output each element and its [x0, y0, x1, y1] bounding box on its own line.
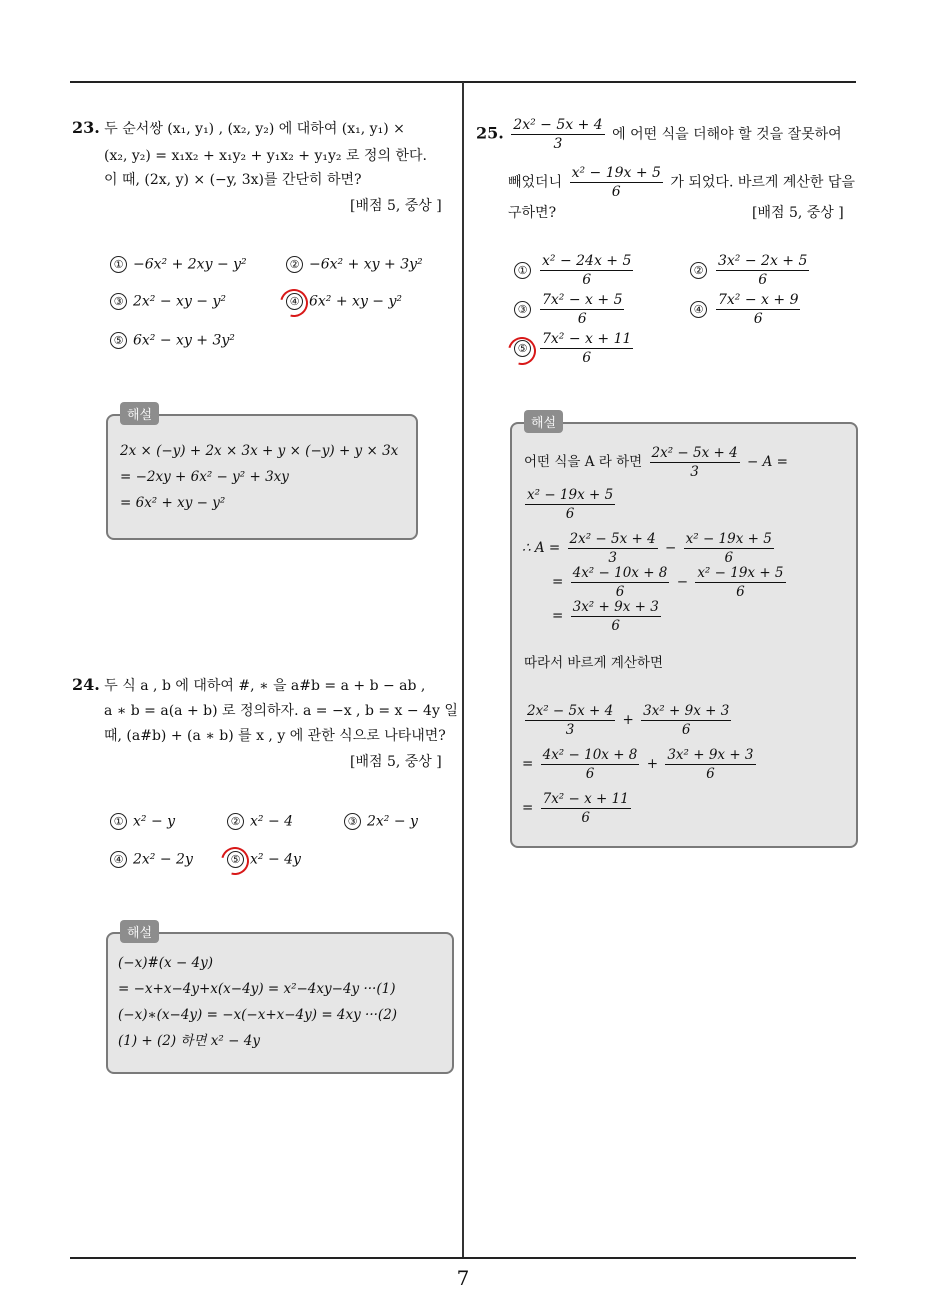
q23-score: [배점 5, 중상 ]: [350, 198, 442, 214]
option-number: ⑤: [514, 340, 531, 357]
option-number: ③: [344, 813, 361, 830]
sol-fraction: $\frac{\text{2x² − 5x + 4}}{3}$: [527, 703, 614, 738]
q24-solution-tag: 해설: [120, 920, 159, 943]
q25-sol-line8: [522, 790, 634, 827]
plus-sign: +: [646, 756, 659, 772]
q24-sol-line2: = −x+x−4y+x(x−4y) = x²−4xy−4y ···(1): [118, 981, 396, 997]
q25-text-3: 구하면?: [508, 205, 557, 221]
q25-sol-line1: [524, 444, 788, 481]
q23-option-2[interactable]: [286, 256, 423, 273]
sol-fraction: $\frac{\text{x² − 19x + 5}}{6}$: [527, 487, 614, 522]
q24-option-1[interactable]: [110, 813, 175, 830]
answer-check-mark: [216, 842, 254, 880]
q23-text-1: 두 순서쌍 (x₁, y₁) , (x₂, y₂) 에 대하여 (x₁, y₁) ×: [104, 121, 405, 137]
equals-sign: =: [522, 800, 534, 816]
option-fraction: $\frac{\text{7x² − x + 11}}{6}$: [542, 331, 632, 366]
q25-sol-line5: [552, 598, 664, 635]
q25-text-1: 에 어떤 식을 더해야 할 것을 잘못하여: [612, 126, 842, 143]
option-number: ⑤: [110, 332, 127, 349]
q25-option-2[interactable]: [690, 252, 812, 289]
sol-fraction: $\frac{\text{4x² − 10x + 8}}{6}$: [572, 565, 668, 600]
q23-text-2: (x₂, y₂) = x₁x₂ + x₁y₂ + y₁x₂ + y₁y₂ 로 정의 한다.: [104, 148, 427, 164]
option-number: ②: [286, 256, 303, 273]
q25-text-2a: 빼었더니: [508, 174, 563, 191]
sol-fraction: $\frac{\text{3x² + 9x + 3}}{6}$: [643, 703, 730, 738]
sol-fraction: $\frac{\text{3x² + 9x + 3}}{6}$: [572, 599, 659, 634]
q24-score: [배점 5, 중상 ]: [350, 754, 442, 770]
option-text: 6x² + xy − y²: [309, 293, 403, 310]
option-text: x² − y: [133, 813, 176, 830]
q25-line2: [508, 164, 855, 201]
option-number: ②: [227, 813, 244, 830]
q25-sol-line7: [522, 746, 759, 783]
q24-text-2: a ∗ b = a(a + b) 로 정의하자. a = −x , b = x − 4y 일: [104, 703, 458, 719]
q24-text-3: 때, (a#b) + (a ∗ b) 를 x , y 에 관한 식으로 나타내면?: [104, 728, 446, 744]
sol-fraction: $\frac{\text{x² − 19x + 5}}{6}$: [697, 565, 784, 600]
q24-text-1: 두 식 a , b 에 대하여 #, ∗ 을 a#b = a + b − ab ,: [104, 678, 426, 694]
option-number: ④: [110, 851, 127, 868]
q24-number: 24.: [72, 675, 100, 694]
q25-option-4[interactable]: [690, 291, 803, 328]
q25-sol-line6: [522, 702, 734, 739]
option-number: ②: [690, 262, 707, 279]
q25-number: 25.: [476, 123, 504, 143]
q25-sol-minus-a: − A =: [747, 454, 788, 470]
option-number: ①: [110, 813, 127, 830]
q25-sol-line2: [522, 486, 618, 523]
q25-text-2b: 가 되었다. 바르게 계산한 답을: [670, 174, 855, 191]
option-fraction: $\frac{\text{7x² − x + 5}}{6}$: [542, 292, 623, 327]
sol-fraction: $\frac{\text{2x² − 5x + 4}}{3}$: [569, 531, 656, 566]
q25-score: [배점 5, 중상 ]: [752, 205, 844, 221]
equals-sign: =: [552, 574, 564, 590]
option-text: 2x² − xy − y²: [133, 293, 227, 310]
q23-sol-line2: = −2xy + 6x² − y² + 3xy: [120, 469, 289, 485]
q23-line1: [72, 115, 405, 142]
option-text: −6x² + xy + 3y²: [309, 256, 423, 273]
q25-sol-intro: 어떤 식을 A 라 하면: [524, 454, 643, 470]
q25-fraction-1: $\frac{\text{2x² − 5x + 4}}{3}$: [513, 117, 603, 152]
sol-fraction: $\frac{\text{3x² + 9x + 3}}{6}$: [667, 747, 754, 782]
q23-option-3[interactable]: [110, 293, 226, 310]
q24-sol-line4: (1) + (2) 하면 x² − 4y: [118, 1033, 260, 1049]
q24-sol-line3: (−x)∗(x−4y) = −x(−x+x−4y) = 4xy ···(2): [118, 1007, 398, 1023]
option-text: −6x² + 2xy − y²: [133, 256, 247, 273]
minus-sign: −: [665, 540, 677, 556]
option-number: ③: [514, 301, 531, 318]
option-text: 2x² − 2y: [133, 851, 193, 868]
q23-option-5[interactable]: [110, 332, 235, 349]
minus-sign: −: [676, 574, 689, 590]
equals-sign: =: [552, 608, 564, 624]
answer-check-mark: [275, 284, 313, 322]
page-number: 7: [456, 1266, 470, 1290]
sol-fraction: $\frac{\text{x² − 19x + 5}}{6}$: [685, 531, 772, 566]
q25-solution-tag: 해설: [524, 410, 563, 433]
bottom-rule: [70, 1257, 856, 1259]
column-divider: [462, 82, 464, 1258]
option-number: ③: [110, 293, 127, 310]
q23-text-3: 이 때, (2x, y) × (−y, 3x)를 간단히 하면?: [104, 172, 362, 188]
q25-option-3[interactable]: [514, 291, 627, 328]
q23-sol-line1: 2x × (−y) + 2x × 3x + y × (−y) + y × 3x: [120, 443, 399, 459]
q25-fraction-2: $\frac{\text{x² − 19x + 5}}{6}$: [571, 165, 661, 200]
sol-fraction: $\frac{\text{4x² − 10x + 8}}{6}$: [542, 747, 638, 782]
option-text: 6x² − xy + 3y²: [133, 332, 235, 349]
equals-sign: =: [522, 756, 534, 772]
sol-fraction: $\frac{\text{2x² − 5x + 4}}{3}$: [651, 445, 738, 480]
q23-sol-line3: = 6x² + xy − y²: [120, 495, 226, 511]
q24-sol-line1: (−x)#(x − 4y): [118, 955, 214, 971]
q25-option-1[interactable]: [514, 252, 636, 289]
option-number: ⑤: [227, 851, 244, 868]
q25-line1: [476, 116, 842, 153]
q24-option-4[interactable]: [110, 851, 193, 868]
q23-option-1[interactable]: [110, 256, 247, 273]
q25-sol-line4: [552, 564, 789, 601]
option-fraction: $\frac{\text{7x² − x + 9}}{6}$: [718, 292, 799, 327]
option-number: ④: [690, 301, 707, 318]
option-fraction: $\frac{\text{x² − 24x + 5}}{6}$: [542, 253, 632, 288]
option-fraction: $\frac{\text{3x² − 2x + 5}}{6}$: [718, 253, 808, 288]
q24-line1: [72, 672, 425, 699]
therefore-a: ∴ A =: [522, 540, 561, 556]
option-number: ①: [514, 262, 531, 279]
plus-sign: +: [622, 712, 634, 728]
option-number: ①: [110, 256, 127, 273]
option-text: x² − 4: [250, 813, 294, 830]
q25-sol-line3: [522, 530, 777, 567]
q24-option-3[interactable]: [344, 813, 418, 830]
q24-option-2[interactable]: [227, 813, 293, 830]
q23-solution-tag: 해설: [120, 402, 159, 425]
option-text: 2x² − y: [367, 813, 418, 830]
q25-sol-mid: 따라서 바르게 계산하면: [524, 655, 663, 671]
sol-fraction: $\frac{\text{7x² − x + 11}}{6}$: [542, 791, 629, 826]
q23-number: 23.: [72, 118, 100, 137]
option-text: x² − 4y: [250, 851, 301, 868]
option-number: ④: [286, 293, 303, 310]
